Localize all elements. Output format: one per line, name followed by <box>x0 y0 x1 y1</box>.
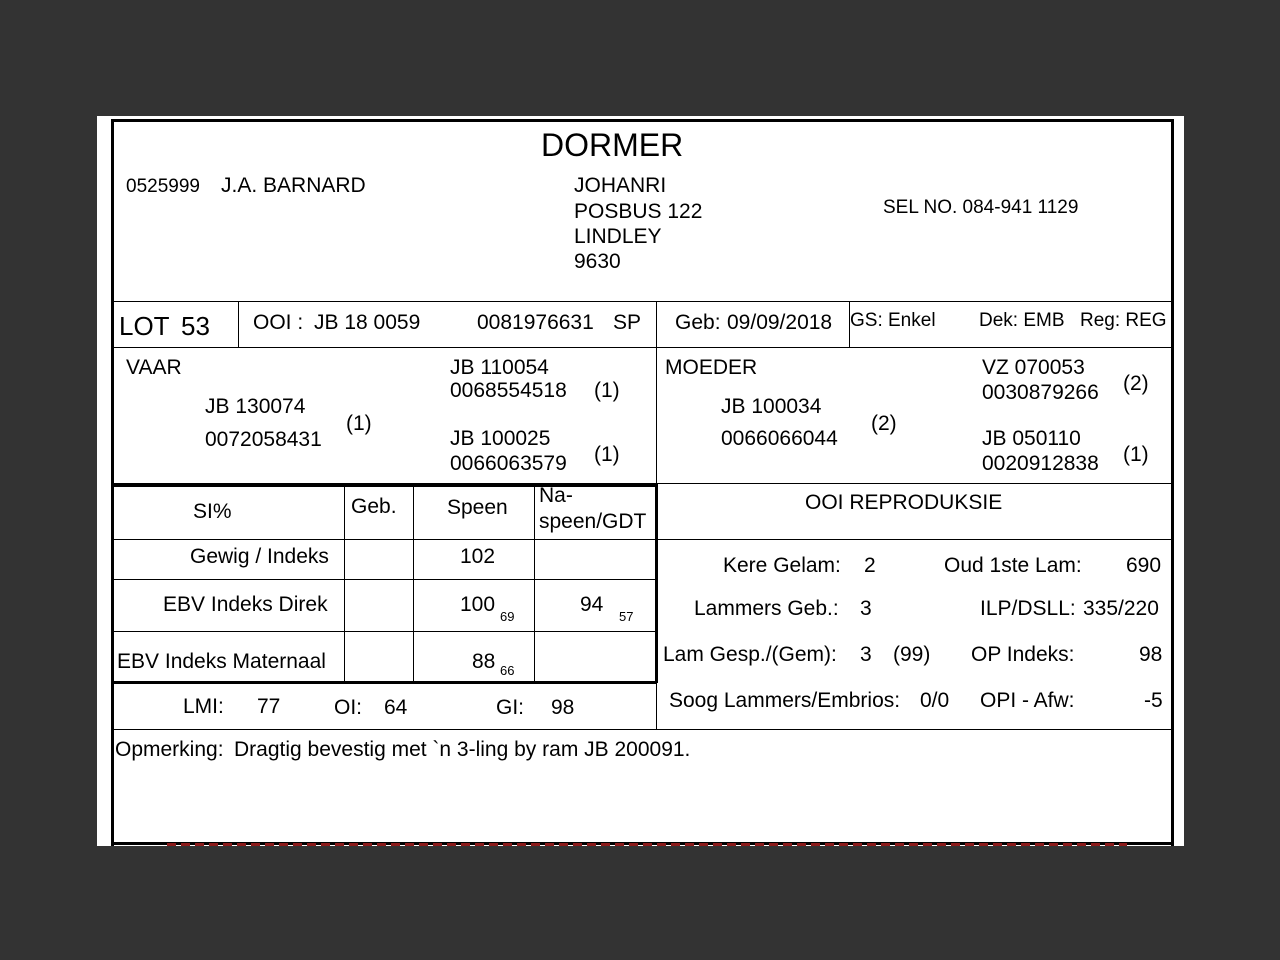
repro-title: OOI REPRODUKSIE <box>805 491 1003 514</box>
dam-label: MOEDER <box>665 356 758 379</box>
remark-label: Opmerking: <box>115 738 224 761</box>
address-line-4: 9630 <box>574 250 621 273</box>
dam-sire-grade: (2) <box>1123 372 1149 395</box>
address-line-1: JOHANRI <box>574 174 667 197</box>
card-top-border <box>111 119 1174 122</box>
ooi-label: OOI : <box>253 311 304 334</box>
divider-header <box>111 301 1174 302</box>
row-direk-na: 94 <box>580 593 604 616</box>
row-gewig-speen: 102 <box>460 545 496 568</box>
cut-off-footer-strip <box>167 843 1127 846</box>
remark-text: Dragtig bevestig met `n 3-ling by ram JB 200091. <box>234 738 691 761</box>
row-maternaal-speen-acc: 66 <box>500 663 515 678</box>
dam-dam-grade: (1) <box>1123 443 1149 466</box>
opi-label: OPI - Afw: <box>980 689 1075 712</box>
oi-value: 64 <box>384 696 408 719</box>
sire-id: JB 130074 <box>205 395 306 418</box>
address-line-3: LINDLEY <box>574 225 662 248</box>
lammers-value: 3 <box>860 597 872 620</box>
perf-row-line-3 <box>111 631 656 632</box>
gi-value: 98 <box>551 696 575 719</box>
lot-number: 53 <box>181 311 210 341</box>
perf-col-line-2 <box>413 484 414 683</box>
op-value: 98 <box>1139 643 1163 666</box>
header-geb: Geb. <box>351 495 397 518</box>
header-si: SI% <box>193 500 232 523</box>
phone-number: SEL NO. 084-941 1129 <box>883 197 1079 218</box>
gesp-value: 3 <box>860 643 872 666</box>
reg-value: Reg: REG <box>1080 310 1167 331</box>
sire-sire-grade: (1) <box>594 379 620 402</box>
perf-row-line-1 <box>111 539 656 540</box>
sire-sire-number: 0068554518 <box>450 379 567 402</box>
soog-value: 0/0 <box>920 689 950 712</box>
sire-label: VAAR <box>126 356 182 379</box>
header-speen: Speen <box>447 496 508 519</box>
lammers-label: Lammers Geb.: <box>694 597 839 620</box>
lmi-value: 77 <box>257 695 281 718</box>
lot-label: LOT <box>119 311 170 341</box>
gs-value: GS: Enkel <box>850 310 936 331</box>
row-label-gewig: Gewig / Indeks <box>190 545 329 568</box>
dam-number: 0066066044 <box>721 427 838 450</box>
dam-dam-id: JB 050110 <box>982 427 1081 450</box>
ooi-id: JB 18 0059 <box>314 311 421 334</box>
perf-right-border <box>655 484 658 683</box>
row-maternaal-speen: 88 <box>472 650 496 673</box>
dam-sire-number: 0030879266 <box>982 381 1099 404</box>
dam-dam-number: 0020912838 <box>982 452 1099 475</box>
repro-title-line <box>657 539 1174 540</box>
ooi-suffix: SP <box>613 311 642 334</box>
perf-row-line-2 <box>111 579 656 580</box>
row-direk-speen-acc: 69 <box>500 609 515 624</box>
breed-title: DORMER <box>541 127 684 163</box>
row-direk-speen: 100 <box>460 593 496 616</box>
perf-top-border <box>111 484 657 487</box>
header-na-1: Na- <box>539 484 573 507</box>
divider-lot <box>238 301 239 347</box>
dam-id: JB 100034 <box>721 395 822 418</box>
oud-value: 690 <box>1126 554 1162 577</box>
breeder-name: J.A. BARNARD <box>221 174 366 197</box>
perf-bottom-border <box>111 681 657 684</box>
dam-grade: (2) <box>871 412 897 435</box>
soog-label: Soog Lammers/Embrios: <box>669 689 901 712</box>
op-label: OP Indeks: <box>971 643 1075 666</box>
opi-value: -5 <box>1144 689 1163 712</box>
sire-grade: (1) <box>346 412 372 435</box>
lot-card <box>97 116 1184 846</box>
gesp-label: Lam Gesp./(Gem): <box>663 643 837 666</box>
sire-sire-id: JB 110054 <box>450 356 549 379</box>
header-na-2: speen/GDT <box>539 510 647 533</box>
divider-lot-row <box>111 347 1174 348</box>
gem-value: (99) <box>893 643 931 666</box>
ilp-value: 335/220 <box>1083 597 1159 620</box>
lmi-label: LMI: <box>183 695 224 718</box>
dek-value: Dek: EMB <box>979 310 1065 331</box>
sire-dam-number: 0066063579 <box>450 452 567 475</box>
row-label-direk: EBV Indeks Direk <box>163 593 328 616</box>
ooi-number: 0081976631 <box>477 311 594 334</box>
dam-sire-id: VZ 070053 <box>982 356 1085 379</box>
sire-dam-grade: (1) <box>594 443 620 466</box>
oi-label: OI: <box>334 696 363 719</box>
breeder-code: 0525999 <box>126 176 200 197</box>
row-direk-na-acc: 57 <box>619 609 634 624</box>
divider-indexes <box>111 729 1174 730</box>
perf-col-line-1 <box>344 484 345 683</box>
sire-dam-id: JB 100025 <box>450 427 551 450</box>
kere-value: 2 <box>864 554 876 577</box>
row-label-maternaal: EBV Indeks Maternaal <box>117 650 326 673</box>
kere-label: Kere Gelam: <box>723 554 841 577</box>
sire-number: 0072058431 <box>205 428 322 451</box>
birth-date: 09/09/2018 <box>727 311 833 334</box>
perf-col-line-3 <box>534 484 535 683</box>
address-line-2: POSBUS 122 <box>574 200 703 223</box>
gi-label: GI: <box>496 696 525 719</box>
ilp-label: ILP/DSLL: <box>980 597 1076 620</box>
birth-label: Geb: <box>675 311 721 334</box>
oud-label: Oud 1ste Lam: <box>944 554 1082 577</box>
